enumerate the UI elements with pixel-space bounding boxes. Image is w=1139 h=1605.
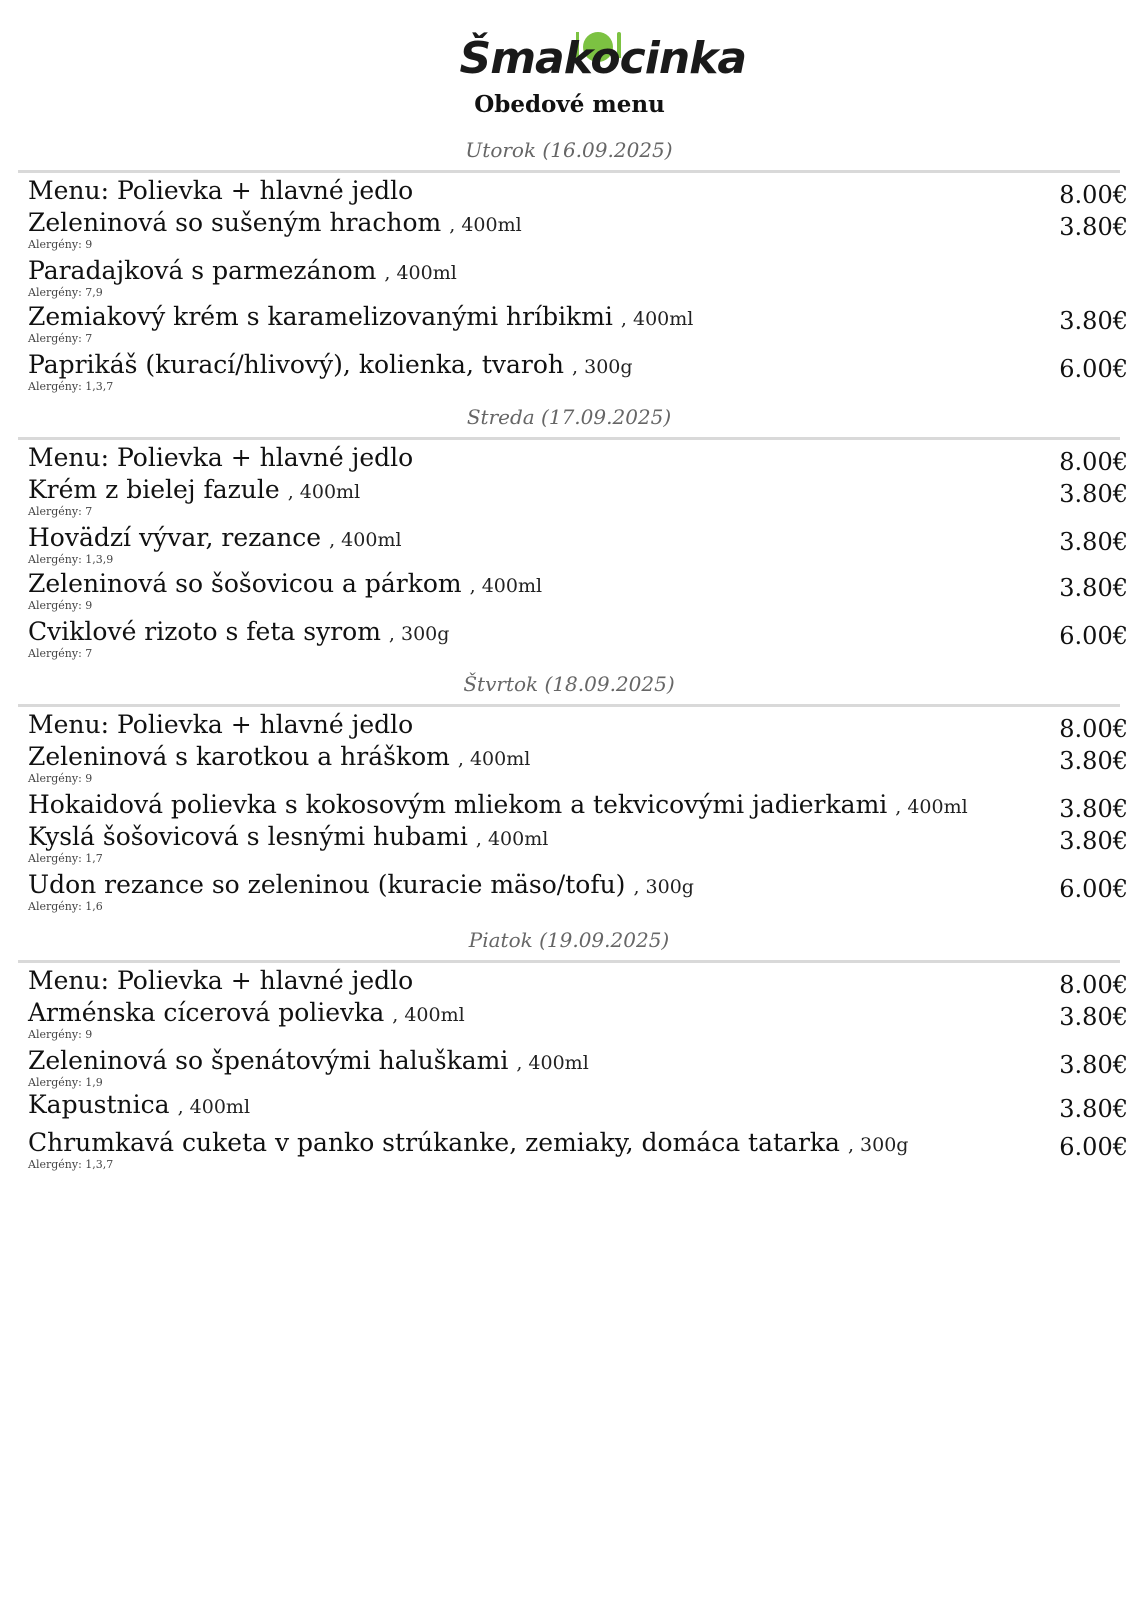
item-quantity: , 400ml [449,214,522,236]
item-quantity: , 400ml [895,796,968,818]
item-name: Kapustnica , 400ml [28,1090,251,1119]
item-price: 3.80€ [1059,1095,1128,1123]
day-section-stvrtok [18,672,1128,913]
item-name: Menu: Polievka + hlavné jedlo [28,710,414,739]
item-name: Udon rezance so zeleninou (kuracie mäso/tofu) , 300g [28,870,694,899]
item-quantity: , 300g [847,1134,909,1156]
page-title: Obedové menu [474,91,665,118]
item-quantity: , 400ml [469,575,543,597]
item-price: 8.00€ [1059,448,1128,476]
item-name: Menu: Polievka + hlavné jedlo [28,443,414,472]
item-price: 6.00€ [1059,875,1128,903]
item-allergens: Alergény: 9 [28,772,93,785]
item-quantity: , 300g [633,876,694,898]
item-allergens: Alergény: 1,3,9 [28,553,114,566]
item-allergens: Alergény: 1,9 [28,1076,103,1089]
item-allergens: Alergény: 1,7 [28,852,103,865]
item-name: Chrumkavá cuketa v panko strúkanke, zemiaky, domáca tatarka , 300g [28,1128,909,1157]
menu-header [0,28,1139,118]
item-quantity: , 300g [388,623,450,645]
item-price: 3.80€ [1059,528,1128,556]
day-title: Utorok (16.09.2025) [465,138,673,162]
item-price: 3.80€ [1059,747,1128,775]
item-price: 8.00€ [1059,181,1128,209]
item-price: 6.00€ [1059,622,1128,650]
day-divider [18,170,1120,173]
item-price: 3.80€ [1059,213,1128,241]
logo-text: Šmakocinka [459,33,747,84]
item-name: Paprikáš (kurací/hlivový), kolienka, tvaroh , 300g [28,350,633,379]
item-allergens: Alergény: 9 [28,599,93,612]
item-name: Menu: Polievka + hlavné jedlo [28,176,414,205]
item-name: Zeleninová so špenátovými haluškami , 400ml [28,1046,589,1075]
item-quantity: , 400ml [516,1052,589,1074]
item-quantity: , 400ml [177,1096,251,1118]
item-allergens: Alergény: 9 [28,1028,93,1041]
item-name: Arménska cícerová polievka , 400ml [28,998,465,1027]
day-title: Štvrtok (18.09.2025) [463,672,675,696]
item-price: 3.80€ [1059,307,1128,335]
item-price: 6.00€ [1059,1133,1128,1161]
item-price: 3.80€ [1059,795,1128,823]
item-allergens: Alergény: 9 [28,238,93,251]
day-section-streda [18,405,1128,660]
day-section-piatok [18,928,1128,1171]
day-title: Piatok (19.09.2025) [468,928,670,952]
day-divider [18,437,1120,440]
item-quantity: , 400ml [392,1004,465,1026]
item-quantity: , 400ml [620,308,694,330]
item-allergens: Alergény: 7 [28,647,93,660]
day-section-utorok [18,138,1128,393]
item-price: 3.80€ [1059,480,1128,508]
item-quantity: , 400ml [457,748,531,770]
day-title: Streda (17.09.2025) [466,405,672,429]
item-name: Zemiakový krém s karamelizovanými hríbikmi , 400ml [28,302,694,331]
item-name: Menu: Polievka + hlavné jedlo [28,966,414,995]
smakocinka-logo [459,28,747,90]
item-name: Hokaidová polievka s kokosovým mliekom a tekvicovými jadierkami , 400ml [28,790,968,819]
item-name: Kyslá šošovicová s lesnými hubami , 400ml [28,822,549,851]
item-price: 3.80€ [1059,1003,1128,1031]
item-price: 8.00€ [1059,971,1128,999]
item-name: Paradajková s parmezánom , 400ml [28,256,457,285]
item-name: Cviklové rizoto s feta syrom , 300g [28,617,450,646]
item-allergens: Alergény: 1,3,7 [28,1158,114,1171]
item-name: Hovädzí vývar, rezance , 400ml [28,523,402,552]
item-price: 3.80€ [1059,827,1128,855]
item-quantity: , 400ml [329,529,402,551]
item-allergens: Alergény: 7 [28,505,93,518]
item-price: 6.00€ [1059,355,1128,383]
item-quantity: , 400ml [287,481,361,503]
day-divider [18,704,1120,707]
item-price: 8.00€ [1059,715,1128,743]
item-allergens: Alergény: 7 [28,332,93,345]
item-price: 3.80€ [1059,574,1128,602]
item-allergens: Alergény: 1,3,7 [28,380,114,393]
item-allergens: Alergény: 7,9 [28,286,103,299]
item-name: Zeleninová so sušeným hrachom , 400ml [28,208,522,237]
item-name: Zeleninová s karotkou a hráškom , 400ml [28,742,531,771]
item-name: Zeleninová so šošovicou a párkom , 400ml [28,569,543,598]
item-price: 3.80€ [1059,1051,1128,1079]
item-quantity: , 300g [572,356,633,378]
item-quantity: , 400ml [384,262,457,284]
item-quantity: , 400ml [475,828,549,850]
day-divider [18,960,1120,963]
item-name: Krém z bielej fazule , 400ml [28,475,361,504]
item-allergens: Alergény: 1,6 [28,900,103,913]
